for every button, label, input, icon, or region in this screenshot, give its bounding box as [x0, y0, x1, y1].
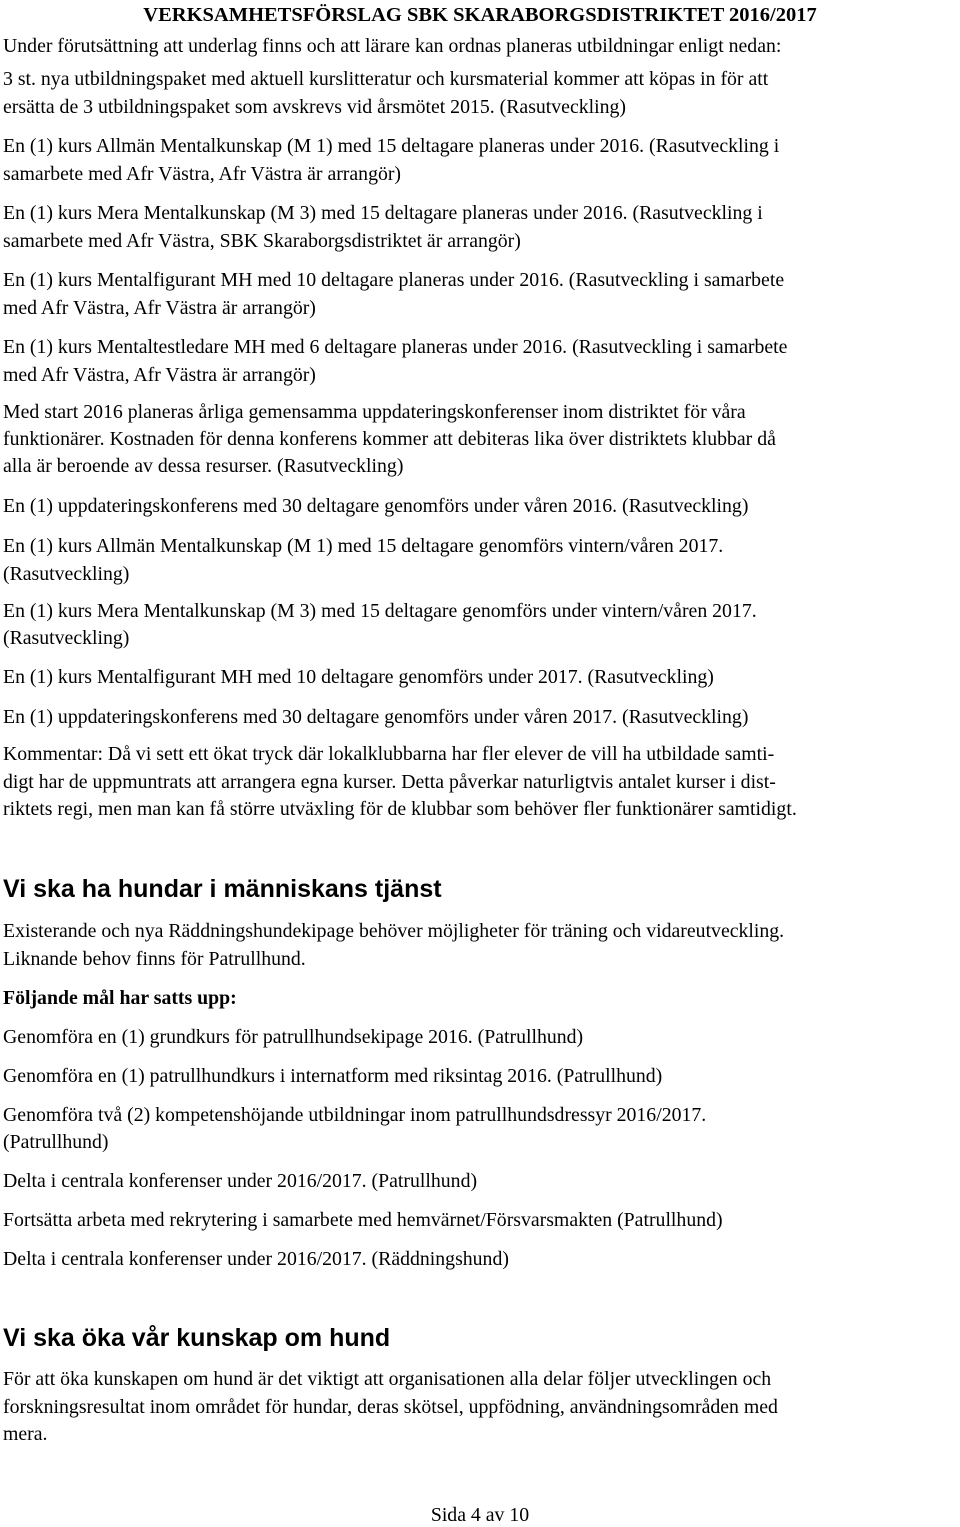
- section-heading: Vi ska ha hundar i människans tjänst: [3, 875, 442, 903]
- body-line: En (1) kurs Allmän Mentalkunskap (M 1) med 15 deltagare genomförs vintern/våren 2017.: [3, 535, 724, 557]
- body-line: (Rasutveckling): [3, 627, 130, 649]
- body-line: alla är beroende av dessa resurser. (Rasutveckling): [3, 455, 404, 477]
- body-line: ersätta de 3 utbildningspaket som avskrevs vid årsmötet 2015. (Rasutveckling): [3, 96, 626, 118]
- body-line: samarbete med Afr Västra, Afr Västra är arrangör): [3, 163, 402, 185]
- body-line: En (1) kurs Mentaltestledare MH med 6 deltagare planeras under 2016. (Rasutveckling i samarbete: [3, 336, 788, 358]
- body-line: samarbete med Afr Västra, SBK Skaraborgsdistriktet är arrangör): [3, 230, 521, 252]
- list-item: Delta i centrala konferenser under 2016/2017. (Räddningshund): [3, 1248, 509, 1270]
- document-header-title: VERKSAMHETSFÖRSLAG SBK SKARABORGSDISTRIKTET 2016/2017: [143, 4, 817, 26]
- list-item: Delta i centrala konferenser under 2016/2017. (Patrullhund): [3, 1170, 478, 1192]
- body-line: funktionärer. Kostnaden för denna konferens kommer att debiteras lika över distriktets klubbar då: [3, 428, 776, 450]
- section-heading: Vi ska öka vår kunskap om hund: [3, 1324, 391, 1352]
- body-line: En (1) uppdateringskonferens med 30 deltagare genomförs under våren 2016. (Rasutveckling): [3, 495, 749, 517]
- body-line: Existerande och nya Räddningshundekipage behöver möjligheter för träning och vidareutveckling.: [3, 920, 785, 942]
- comment-line: Kommentar: Då vi sett ett ökat tryck där lokalklubbarna har fler elever de vill ha utbildade samti-: [3, 743, 775, 765]
- list-item: Genomföra en (1) grundkurs för patrullhundsekipage 2016. (Patrullhund): [3, 1026, 584, 1048]
- body-line: mera.: [3, 1423, 48, 1445]
- body-line: forskningsresultat inom området för hundar, deras skötsel, uppfödning, användningsområden med: [3, 1396, 778, 1418]
- list-item: Genomföra en (1) patrullhundkurs i internatform med riksintag 2016. (Patrullhund): [3, 1065, 663, 1087]
- body-line: En (1) kurs Mentalfigurant MH med 10 deltagare genomförs under 2017. (Rasutveckling): [3, 666, 714, 688]
- body-line: En (1) kurs Allmän Mentalkunskap (M 1) med 15 deltagare planeras under 2016. (Rasutveckling i: [3, 135, 780, 157]
- comment-line: riktets regi, men man kan få större utväxling för de klubbar som behöver fler funktionärer samtidigt.: [3, 798, 797, 820]
- body-line: Med start 2016 planeras årliga gemensamma uppdateringskonferenser inom distriktet för våra: [3, 401, 746, 423]
- comment-line: digt har de uppmuntrats att arrangera egna kurser. Detta påverkar naturligtvis antalet kurser i dist-: [3, 771, 776, 793]
- body-line: med Afr Västra, Afr Västra är arrangör): [3, 297, 316, 319]
- list-item: Genomföra två (2) kompetenshöjande utbildningar inom patrullhundsdressyr 2016/2017.: [3, 1104, 707, 1126]
- body-line: Liknande behov finns för Patrullhund.: [3, 948, 306, 970]
- body-line: En (1) kurs Mera Mentalkunskap (M 3) med 15 deltagare genomförs under vintern/våren 2017.: [3, 600, 757, 622]
- intro-line: Under förutsättning att underlag finns och att lärare kan ordnas planeras utbildningar enligt nedan:: [3, 35, 782, 57]
- list-item: (Patrullhund): [3, 1131, 109, 1153]
- body-line: För att öka kunskapen om hund är det viktigt att organisationen alla delar följer utvecklingen och: [3, 1368, 772, 1390]
- body-line: En (1) uppdateringskonferens med 30 deltagare genomförs under våren 2017. (Rasutveckling): [3, 706, 749, 728]
- subheading: Följande mål har satts upp:: [3, 987, 237, 1009]
- body-line: med Afr Västra, Afr Västra är arrangör): [3, 364, 316, 386]
- body-line: En (1) kurs Mentalfigurant MH med 10 deltagare planeras under 2016. (Rasutveckling i samarbete: [3, 269, 785, 291]
- page-number: Sida 4 av 10: [430, 1504, 530, 1526]
- body-line: (Rasutveckling): [3, 563, 130, 585]
- body-line: 3 st. nya utbildningspaket med aktuell kurslitteratur och kursmaterial kommer att köpas in för att: [3, 68, 769, 90]
- body-line: En (1) kurs Mera Mentalkunskap (M 3) med 15 deltagare planeras under 2016. (Rasutveckling i: [3, 202, 763, 224]
- list-item: Fortsätta arbeta med rekrytering i samarbete med hemvärnet/Försvarsmakten (Patrullhund): [3, 1209, 723, 1231]
